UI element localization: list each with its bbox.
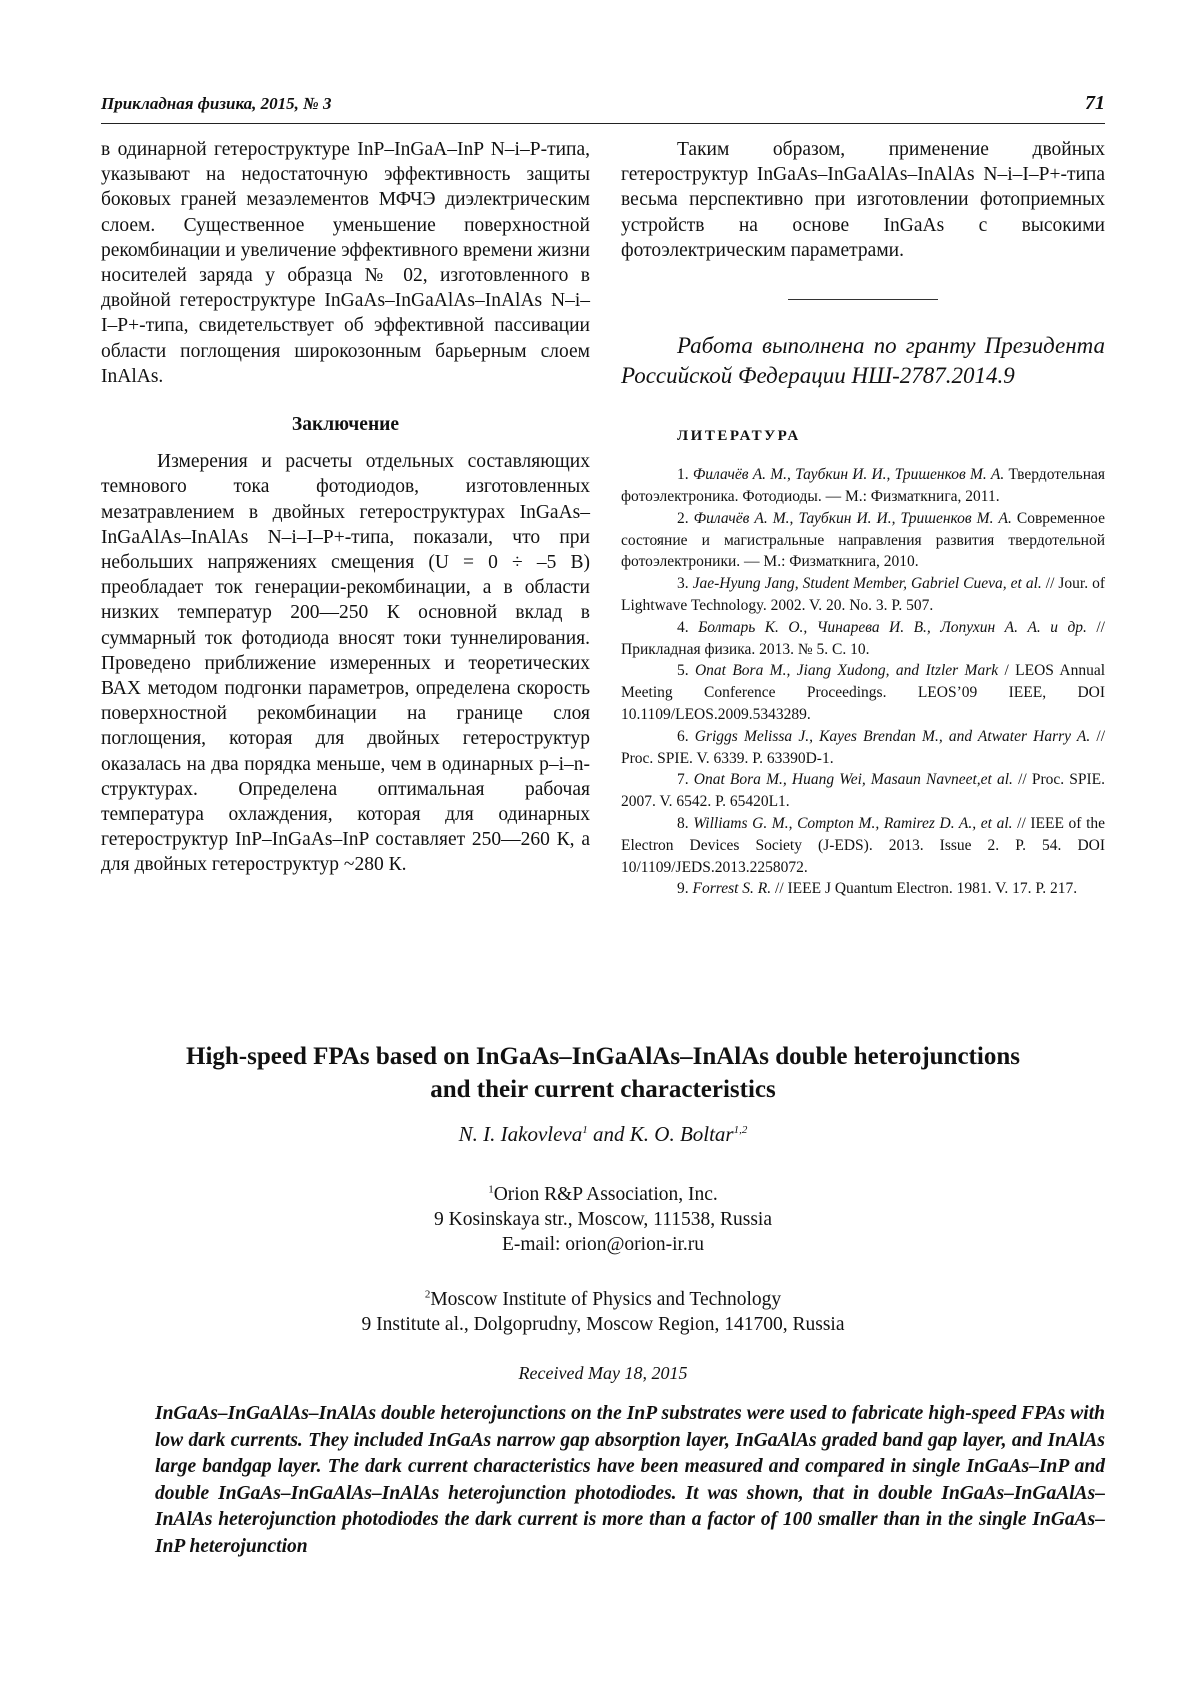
affiliation-marker: 1,2 [733, 1124, 748, 1136]
affiliation-address: 9 Kosinskaya str., Moscow, 111538, Russia [434, 1209, 772, 1230]
reference-item [621, 660, 1105, 725]
reference-authors: Griggs Melissa J., Kayes Brendan M., and Atwater Harry A. [694, 727, 1091, 745]
english-abstract: InGaAs–InGaAlAs–InAlAs double heterojunctions on the InP substrates were used to fabricate high-speed FPAs with low dark currents. They included InGaAs narrow gap absorption layer, InGaAlAs graded band gap layer, and InAlAs large bandgap layer. The dark current characteristics have been measured and compared in single InGaAs–InP and double InGaAs–InGaAlAs–InAlAs heterojunction photodiodes. It was shown, that in double InGaAs–InGaAlAs–InAlAs heterojunction photodiodes the dark current is more than a factor of 100 smaller than in the single InGaAs–InP heterojunction [155, 1403, 1105, 1557]
reference-source: // Jour. of Lightwave Technology. 2002. V. 20. No. 3. P. 507. [621, 575, 1106, 614]
affiliation-2 [101, 1287, 1105, 1337]
running-head [101, 94, 1105, 122]
left-column [101, 137, 590, 878]
separator-rule [788, 299, 938, 300]
affiliation-marker: 1 [488, 1183, 494, 1196]
reference-source: // IEEE J Quantum Electron. 1981. V. 17. P. 217. [775, 880, 1078, 898]
reference-number: 8. [677, 814, 689, 832]
conclusion-paragraph: Измерения и расчеты отдельных составляющих темнового тока фотодиодов, изготовленных мезатравлением в двойных гетероструктурах InGaAs–InGaAlAs–InAlAs N–i–I–P+-типа, показали, что при небольших напряжениях смещения (U = 0 ÷ –5 В) преобладает ток генерации-рекомбинации, а в области низких температур 200—250 К основной вклад в суммарный ток фотодиода вносят токи туннелирования. Проведено приближение измеренных и теоретических ВАХ методом подгонки параметров, определена скорость поверхностной рекомбинации на границе слоя поглощения, которая для двойных гетероструктур оказалась на два порядка меньше, чем в одинарных p–i–n-структурах. Определена оптимальная рабочая температура охлаждения, которая для одинарных гетероструктур InP–InGaAs–InP составляет 250—260 К, а для двойных гетероструктур ~280 К. [101, 451, 590, 876]
affiliation-address: 9 Institute al., Dolgoprudny, Moscow Region, 141700, Russia [361, 1314, 845, 1335]
english-authors [101, 1122, 1105, 1147]
header-divider [101, 123, 1105, 124]
reference-source: // Proc. SPIE. V. 6339. P. 63390D-1. [621, 727, 1106, 767]
english-title [101, 1040, 1105, 1106]
reference-authors: Филачёв А. М., Таубкин И. И., Тришенков М. А. [693, 509, 1012, 527]
reference-number: 3. [677, 575, 689, 593]
section-title-conclusion: Заключение [291, 414, 400, 436]
body-paragraph: Таким образом, применение двойных гетероструктур InGaAs–InGaAlAs–InAlAs N–i–I–P+-типа весьма перспективно при изготовлении фотоприемных устройств на основе InGaAs с высокими фотоэлектрическим параметрами. [621, 139, 1105, 261]
reference-item [621, 464, 1105, 508]
affiliation-name: Orion R&P Association, Inc. [493, 1184, 718, 1205]
english-title-line: and their current characteristics [430, 1076, 776, 1103]
reference-item [621, 508, 1105, 573]
references-list [621, 464, 1105, 900]
reference-number: 2. [677, 509, 689, 527]
reference-item [621, 813, 1105, 878]
page-number: 71 [1085, 92, 1105, 114]
references-title: ЛИТЕРАТУРА [677, 428, 801, 445]
reference-authors: Onat Bora M., Huang Wei, Masaun Navneet,et al. [693, 771, 1013, 789]
reference-source: // IEEE of the Electron Devices Society (J-EDS). 2013. Issue 2. P. 54. DOI 10/1109/JEDS.2013.2258072. [621, 814, 1106, 876]
reference-authors: Jae-Hyung Jang, Student Member, Gabriel Cueva, et al. [692, 575, 1042, 593]
reference-item [621, 769, 1105, 813]
reference-source: / LEOS Annual Meeting Conference Proceedings. LEOS’09 IEEE, DOI 10.1109/LEOS.2009.5343289. [621, 662, 1106, 723]
reference-item [621, 573, 1105, 617]
reference-authors: Болтарь К. О., Чинарева И. В., Лопухин А. А. и др. [698, 618, 1087, 636]
affiliation-email: E-mail: orion@orion-ir.ru [501, 1234, 705, 1255]
reference-number: 7. [677, 771, 689, 789]
reference-item [621, 878, 1105, 900]
author-name: K. O. Boltar [629, 1122, 734, 1146]
received-date: Received May 18, 2015 [518, 1363, 688, 1383]
affiliation-1 [101, 1182, 1105, 1257]
reference-authors: Onat Bora M., Jiang Xudong, and Itzler Mark [694, 662, 999, 680]
journal-name: Прикладная физика, 2015, № 3 [101, 94, 332, 113]
author-name: N. I. Iakovleva [458, 1122, 583, 1146]
reference-item [621, 617, 1105, 661]
reference-source: // Proc. SPIE. 2007. V. 6542. P. 65420L1. [621, 771, 1106, 811]
reference-authors: Филачёв А. М., Таубкин И. И., Тришенков М. А. [692, 466, 1005, 484]
english-title-line: High-speed FPAs based on InGaAs–InGaAlAs–InAlAs double heterojunctions [186, 1043, 1020, 1070]
reference-number: 1. [677, 466, 689, 484]
reference-source: Современное состояние и магистральные направления развития твердотельной фотоэлектроники. — М.: Физматкнига, 2010. [621, 509, 1105, 571]
reference-number: 9. [677, 880, 689, 898]
reference-item [621, 726, 1105, 770]
reference-number: 6. [677, 727, 689, 745]
reference-number: 4. [677, 618, 689, 636]
right-column [621, 137, 1105, 900]
affiliation-name: Moscow Institute of Physics and Technology [430, 1289, 782, 1310]
reference-source: Твердотельная фотоэлектроника. Фотодиоды. — М.: Физматкнига, 2011. [621, 466, 1105, 506]
body-paragraph: в одинарной гетероструктуре InP–InGaA–InP N–i–P-типа, указывают на недостаточную эффективность защиты боковых граней мезаэлементов МФЧЭ диэлектрическим слоем. Существенное уменьшение поверхностной рекомбинации и увеличение эффективного времени жизни носителей заряда у образца № 02, изготовленного в двойной гетероструктуре InGaAs–InGaAlAs–InAlAs N–i–I–P+-типа, свидетельствует об эффективной пассивации области поглощения широкозонным барьерным слоем InAlAs. [101, 139, 590, 387]
grant-acknowledgment: Работа выполнена по гранту Президента Российской Федерации НШ-2787.2014.9 [621, 333, 1105, 389]
reference-authors: Forrest S. R. [692, 880, 772, 898]
affiliation-marker: 1 [582, 1124, 588, 1136]
affiliation-marker: 2 [424, 1288, 431, 1301]
reference-authors: Williams G. M., Compton M., Ramirez D. A., et al. [693, 814, 1013, 832]
reference-number: 5. [677, 662, 689, 680]
reference-source: // Прикладная физика. 2013. № 5. С. 10. [621, 618, 1105, 658]
author-conjunction: and [587, 1122, 630, 1146]
